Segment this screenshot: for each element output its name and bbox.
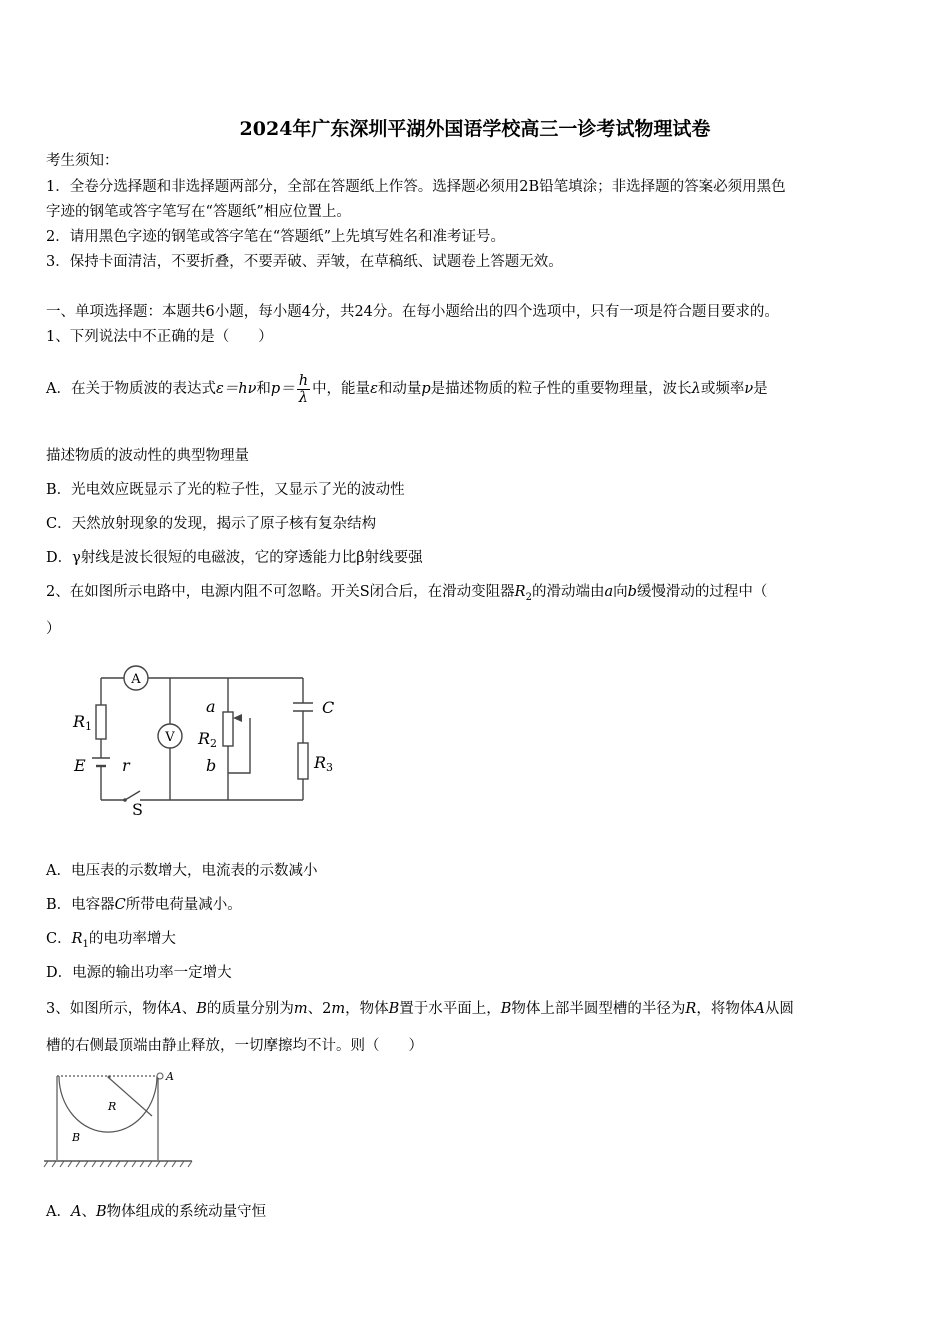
q1-option-c: C．天然放射现象的发现，揭示了原子核有复杂结构: [46, 516, 377, 532]
semicircle-groove-figure: [42, 1066, 202, 1170]
q2-stem: [46, 583, 767, 607]
q1-option-d: D．γ射线是波长很短的电磁波，它的穿透能力比β射线要强: [46, 550, 423, 566]
q2-option-b: B．电容器C所带电荷量减小。: [46, 897, 242, 913]
q2-option-a: A．电压表的示数增大，电流表的示数减小: [46, 863, 318, 879]
q3-stem-cont: 槽的右侧最顶端由静止释放，一切摩擦均不计。则（ ）: [46, 1038, 423, 1054]
q1-option-a-cont: 描述物质的波动性的典型物理量: [46, 448, 249, 464]
body-b-label: B: [72, 1131, 81, 1144]
notice-item-2: 2．请用黑色字迹的钢笔或答字笔在“答题纸”上先填写姓名和准考证号。: [46, 229, 506, 245]
q2-stem-part1: 2、在如图所示电路中，电源内阻不可忽略。开关S闭合后，在滑动变阻器: [46, 584, 515, 600]
switch-label: S: [132, 800, 143, 819]
section-heading: 一、单项选择题：本题共6小题，每小题4分，共24分。在每小题给出的四个选项中，只有一项是符合题目要求的。: [46, 304, 779, 320]
switch-contact: [123, 798, 127, 802]
h-over-lambda-fraction: [297, 373, 310, 406]
voltmeter: [158, 724, 182, 748]
q1-a-mid: 中，能量: [312, 381, 371, 397]
q1-option-a: [46, 369, 768, 409]
capacitor-label: C: [322, 698, 335, 717]
circuit-diagram: [60, 660, 360, 820]
r3-label: R3: [314, 753, 334, 774]
radius-label: R: [108, 1100, 117, 1113]
q1-a-p-sym: p: [421, 381, 431, 397]
q2-r2-sub: 2: [525, 591, 532, 603]
q2-stem-cont: ）: [46, 621, 61, 637]
q1-a-mid3: 是描述物质的粒子性的重要物理量，波长: [430, 381, 692, 397]
q2-stem-part4: 缓慢滑动的过程中（: [636, 584, 768, 600]
q1-a-eq1: ε＝hν: [215, 381, 257, 397]
q2-r2: R: [514, 584, 526, 600]
notice-heading: 考生须知：: [46, 153, 119, 169]
q1-stem: 1、下列说法中不正确的是（ ）: [46, 329, 273, 345]
internal-resistance-label: r: [122, 756, 130, 775]
q1-a-nu: ν: [744, 381, 754, 397]
q2-stem-part3: 向: [613, 584, 628, 600]
q1-a-eps: ε: [370, 381, 378, 397]
q1-a-lambda: λ: [691, 381, 701, 397]
q1-a-end: 是: [753, 381, 768, 397]
q2-sym-a: a: [604, 584, 614, 600]
r1-label: R1: [73, 712, 93, 733]
block-a: [157, 1073, 163, 1079]
ammeter: [124, 666, 148, 690]
q1-a-prefix: A．在关于物质波的表达式: [46, 381, 216, 397]
q1-a-p: p＝: [270, 381, 295, 397]
q1-a-mid2: 和动量: [377, 381, 422, 397]
emf-label: E: [74, 756, 86, 775]
q2-stem-part2: 的滑动端由: [531, 584, 605, 600]
fraction-denominator: λ: [298, 389, 308, 406]
q2-sym-b: b: [627, 584, 637, 600]
notice-item-3: 3．保持卡面清洁，不要折叠，不要弄破、弄皱，在草稿纸、试题卷上答题无效。: [46, 254, 563, 270]
rheostat-end-b-label: b: [206, 756, 217, 775]
ammeter-label: A: [131, 672, 141, 687]
q3-stem: 3、如图所示，物体A、B的质量分别为m、2m，物体B置于水平面上，B物体上部半圆型槽的半径为R，将物体A从圆: [46, 1001, 794, 1017]
notice-item-1-cont: 字迹的钢笔或答字笔写在“答题纸”相应位置上。: [46, 204, 351, 220]
q1-a-and: 和: [256, 381, 271, 397]
voltmeter-label: V: [165, 730, 175, 745]
q1-option-b: B．光电效应既显示了光的粒子性，又显示了光的波动性: [46, 482, 405, 498]
notice-item-1: 1．全卷分选择题和非选择题两部分，全部在答题纸上作答。选择题必须用2B铅笔填涂；非选择题的答案必须用黑色: [46, 179, 786, 195]
q2-option-c: C．$R_1$的电功率增大: [46, 931, 176, 950]
slider-arrow: [233, 714, 242, 722]
r2-label: R2: [198, 729, 218, 750]
rheostat-end-a-label: a: [206, 697, 216, 716]
fraction-numerator: h: [298, 372, 309, 389]
q1-a-mid4: 或频率: [700, 381, 745, 397]
q3-option-a: A．A、B物体组成的系统动量守恒: [46, 1204, 267, 1220]
page-title: 2024年广东深圳平湖外国语学校高三一诊考试物理试卷: [239, 118, 711, 140]
block-a-label: A: [166, 1070, 174, 1083]
groove-center-point: [108, 1076, 111, 1079]
q2-option-d: D．电源的输出功率一定增大: [46, 965, 232, 981]
